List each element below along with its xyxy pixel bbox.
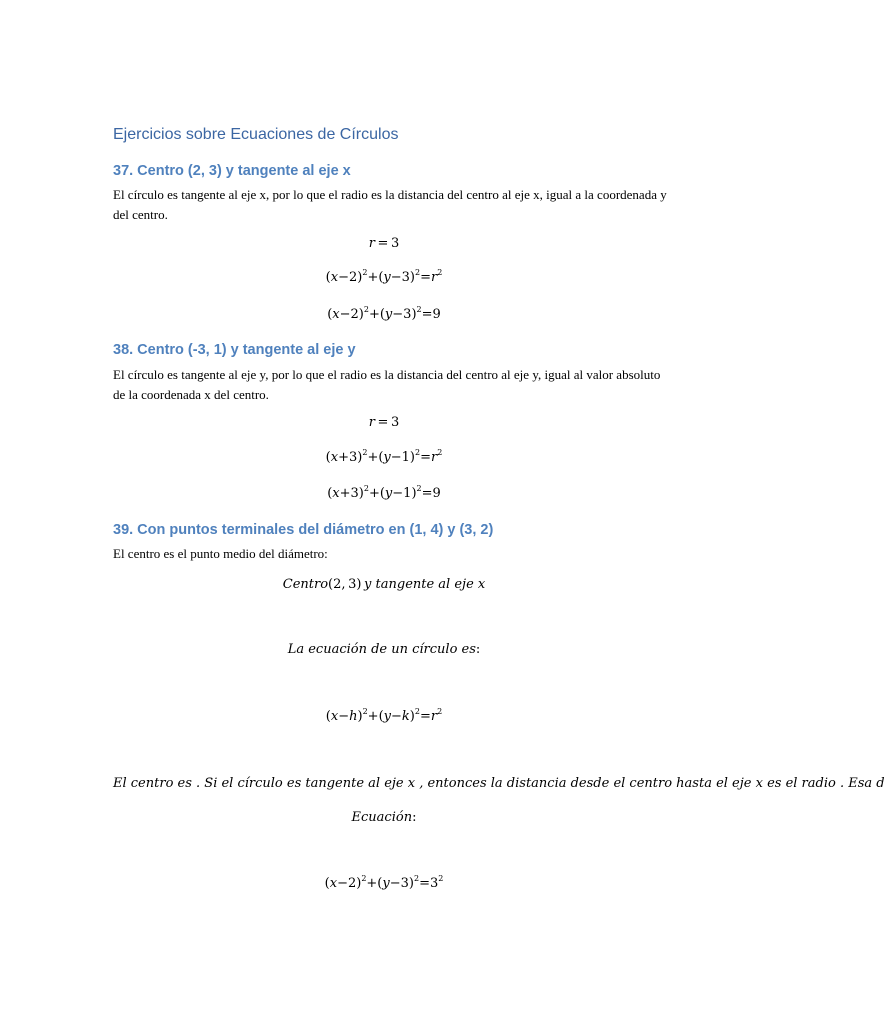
- section-39-paragraph: El centro es el punto medio del diámetro:: [113, 546, 328, 561]
- section-37-equation-final: $(x-2)^2+(y-3)^2=9$: [327, 305, 441, 322]
- document-title: Ejercicios sobre Ecuaciones de Círculos: [113, 126, 399, 143]
- section-37-equation-radius: r = 3: [368, 236, 400, 251]
- section-38-paragraph: El círculo es tangente al eje y, por lo que el radio es la distancia del centro al eje y, igual al valor absoluto de la coordenada x del centro.: [113, 367, 661, 402]
- section-39-explanation: El centro es . Si el círculo es tangente al eje x , entonces la distancia desde el centro hasta el eje x es el radio . Esa d: [113, 776, 885, 791]
- section-37-heading: 37. Centro (2, 3) y tangente al eje x: [113, 163, 351, 179]
- section-39-equation-label: Ecuación:: [351, 810, 417, 825]
- section-38-heading: 38. Centro (-3, 1) y tangente al eje y: [113, 342, 356, 358]
- section-37-paragraph: El círculo es tangente al eje x, por lo que el radio es la distancia del centro al eje x, igual a la coordenada y del centro.: [113, 187, 667, 222]
- section-38-equation-radius: r = 3: [368, 415, 400, 430]
- section-38-equation-final: $(x+3)^2+(y-1)^2=9$: [327, 484, 441, 501]
- section-39-equation-general: $(x-h)^2+(y-k)^2=r^2$: [325, 707, 443, 724]
- section-39-circle-equation-intro: La ecuación de un círculo es:: [287, 642, 481, 657]
- section-39-equation-final: $(x-2)^2+(y-3)^2=3^2$: [324, 874, 444, 891]
- section-39-center-statement: Centro(2, 3) y tangente al eje x: [282, 577, 486, 592]
- section-37-equation-general: $(x-2)^2+(y-3)^2=r^2$: [325, 268, 443, 285]
- section-38-equation-general: $(x+3)^2+(y-1)^2=r^2$: [325, 448, 443, 465]
- section-39-heading: 39. Con puntos terminales del diámetro en (1, 4) y (3, 2): [113, 522, 494, 538]
